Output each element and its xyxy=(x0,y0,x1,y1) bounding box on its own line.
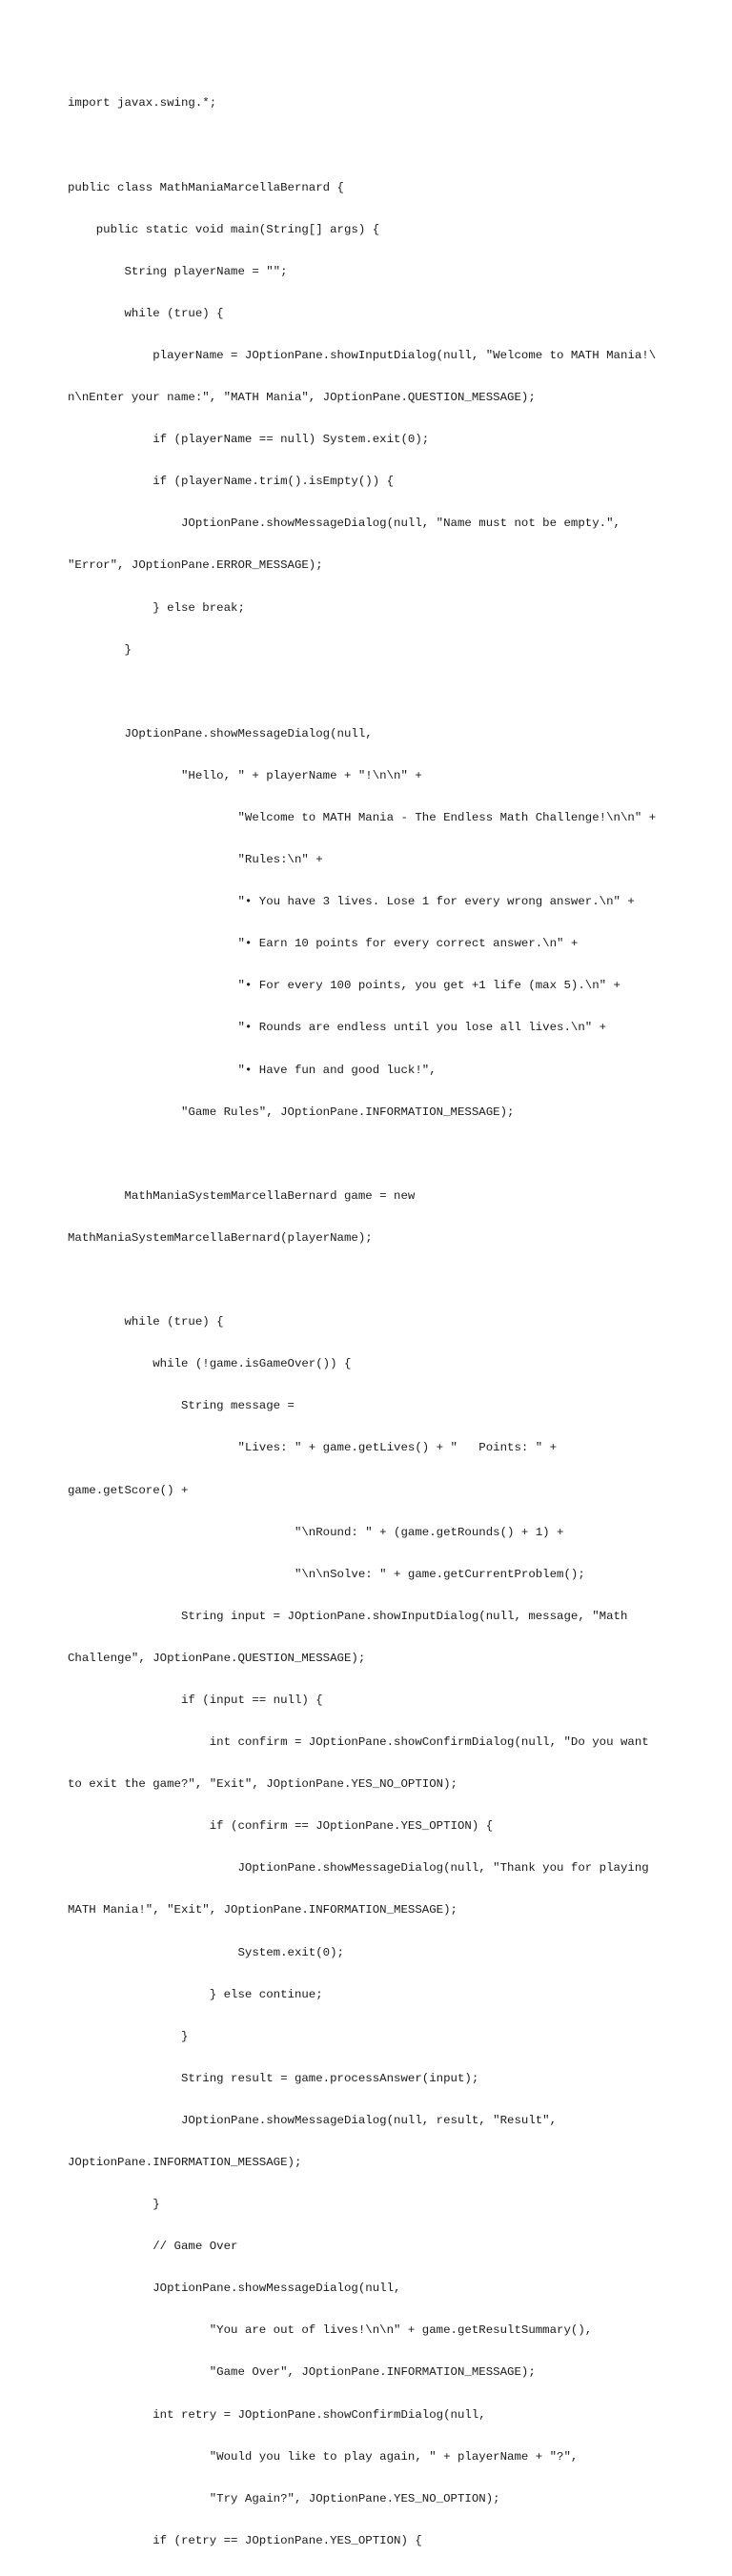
code-line: JOptionPane.showMessageDialog(null, "Name must not be empty.", xyxy=(68,517,620,531)
code-line: "Game Rules", JOptionPane.INFORMATION_MESSAGE); xyxy=(68,1105,515,1119)
code-line: if (playerName.trim().isEmpty()) { xyxy=(68,475,395,489)
code-line: String playerName = ""; xyxy=(68,264,288,278)
code-line xyxy=(68,139,656,153)
code-line: "\nRound: " + (game.getRounds() + 1) + xyxy=(68,1525,564,1539)
code-line: "• Earn 10 points for every correct answer.\n" + xyxy=(68,937,579,951)
code-line: String input = JOptionPane.showInputDialog(null, message, "Math xyxy=(68,1609,628,1623)
code-line: "• For every 100 points, you get +1 life (max 5).\n" + xyxy=(68,979,620,993)
code-line: import javax.swing.*; xyxy=(68,96,217,111)
code-line: if (retry == JOptionPane.YES_OPTION) { xyxy=(68,2533,422,2547)
code-line: MathManiaSystemMarcellaBernard(playerName); xyxy=(68,1230,373,1245)
code-line: } xyxy=(68,2198,160,2212)
code-line: String message = xyxy=(68,1399,295,1413)
code-line: if (playerName == null) System.exit(0); xyxy=(68,433,430,447)
code-line xyxy=(68,685,656,700)
code-line: n\nEnter your name:", "MATH Mania", JOptionPane.QUESTION_MESSAGE); xyxy=(68,391,536,405)
code-line: "• Have fun and good luck!", xyxy=(68,1063,437,1077)
code-line: if (confirm == JOptionPane.YES_OPTION) { xyxy=(68,1819,494,1834)
code-line: game.getScore() + xyxy=(68,1483,189,1497)
code-line: while (true) { xyxy=(68,1315,224,1329)
code-line: JOptionPane.showMessageDialog(null, xyxy=(68,2282,401,2296)
code-line: } xyxy=(68,642,132,657)
code-line: "Error", JOptionPane.ERROR_MESSAGE); xyxy=(68,558,323,573)
code-line: "Try Again?", JOptionPane.YES_NO_OPTION); xyxy=(68,2491,500,2505)
code-line: "Welcome to MATH Mania - The Endless Math Challenge!\n\n" + xyxy=(68,811,657,824)
code-line: JOptionPane.showMessageDialog(null, xyxy=(68,726,373,740)
code-line: "Game Over", JOptionPane.INFORMATION_MESSAGE); xyxy=(68,2365,536,2380)
code-line: MathManiaSystemMarcellaBernard game = new xyxy=(68,1188,416,1203)
code-line: if (input == null) { xyxy=(68,1693,323,1707)
code-line: MATH Mania!", "Exit", JOptionPane.INFORMATION_MESSAGE); xyxy=(68,1903,458,1917)
code-line: public class MathManiaMarcellaBernard { xyxy=(68,180,344,194)
code-line: } else break; xyxy=(68,600,245,615)
code-line: to exit the game?", "Exit", JOptionPane.YES_NO_OPTION); xyxy=(68,1777,458,1792)
code-line: } else continue; xyxy=(68,1987,323,2001)
code-line: // Game Over xyxy=(68,2240,238,2254)
code-line: while (true) { xyxy=(68,306,224,320)
code-line xyxy=(68,1147,656,1162)
code-line: while (!game.isGameOver()) { xyxy=(68,1357,352,1371)
code-line: "You are out of lives!\n\n" + game.getResultSummary(), xyxy=(68,2323,593,2338)
code-line xyxy=(68,1273,656,1288)
code-line: "• Rounds are endless until you lose all lives.\n" + xyxy=(68,1021,607,1035)
code-line: } xyxy=(68,2029,189,2043)
code-line: System.exit(0); xyxy=(68,1945,344,1959)
code-line: int retry = JOptionPane.showConfirmDialog(null, xyxy=(68,2407,486,2422)
code-line: "Hello, " + playerName + "!\n\n" + xyxy=(68,768,422,782)
code-line: JOptionPane.showMessageDialog(null, "Thank you for playing xyxy=(68,1861,649,1876)
code-line: playerName = JOptionPane.showInputDialog(null, "Welcome to MATH Mania!\ xyxy=(68,348,657,362)
code-line: "• You have 3 lives. Lose 1 for every wrong answer.\n" + xyxy=(68,895,635,909)
code-line: Challenge", JOptionPane.QUESTION_MESSAGE); xyxy=(68,1651,366,1665)
code-line: "Would you like to play again, " + playerName + "?", xyxy=(68,2449,579,2464)
code-line: public static void main(String[] args) { xyxy=(68,222,380,236)
code-line: JOptionPane.INFORMATION_MESSAGE); xyxy=(68,2156,302,2169)
code-line: "Rules:\n" + xyxy=(68,853,323,867)
code-line: int confirm = JOptionPane.showConfirmDialog(null, "Do you want xyxy=(68,1735,649,1750)
code-line: JOptionPane.showMessageDialog(null, result, "Result", xyxy=(68,2113,558,2127)
code-line: String result = game.processAnswer(input); xyxy=(68,2071,479,2085)
code-listing xyxy=(68,69,656,2576)
code-line: "Lives: " + game.getLives() + " Points: " + xyxy=(68,1441,558,1455)
code-line: "\n\nSolve: " + game.getCurrentProblem(); xyxy=(68,1567,585,1581)
